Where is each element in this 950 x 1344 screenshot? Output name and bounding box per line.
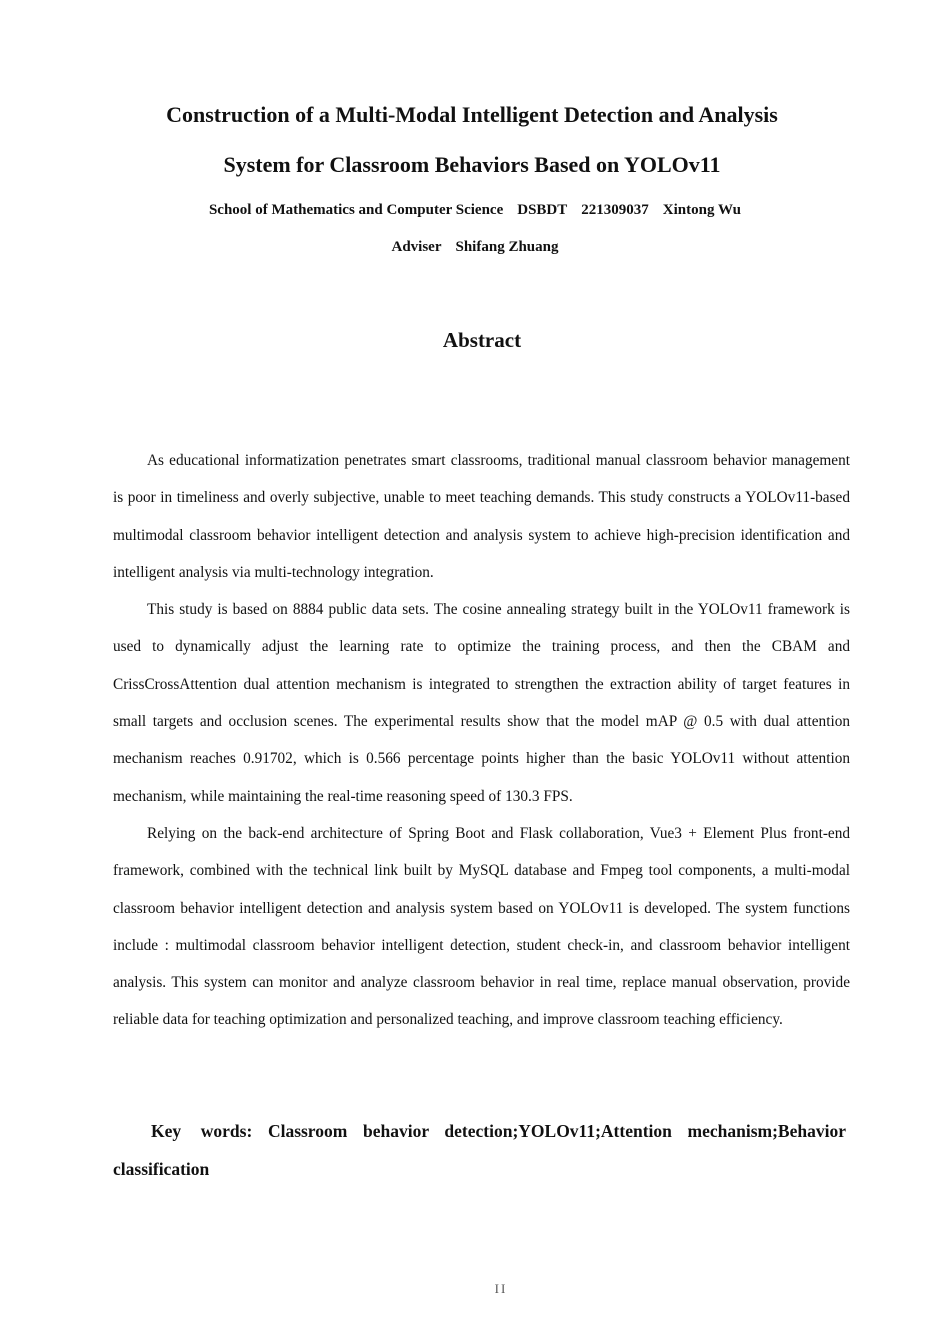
keywords-text: Classroom behavior detection;YOLOv11;Attention mechanism;Behavior classification: [113, 1121, 846, 1179]
author-name: Xintong Wu: [662, 202, 742, 218]
abstract-paragraph-3: Relying on the back-end architecture of Spring Boot and Flask collaboration, Vue3 + Element Plus front-end framework, combined with the technical link built by MySQL database and Fmpeg tool components, a multi-modal classroom behavior intelligent detection and analysis system based on YOLOv11 is developed. The system functions include : multimodal classroom behavior intelligent detection, student check-in, and classroom behavior intelligent analysis. This system can monitor and analyze classroom behavior in real time, replace manual observation, provide reliable data for teaching optimization and personalized teaching, and improve classroom teaching efficiency.: [113, 824, 850, 1029]
keywords-label: Key words:: [151, 1121, 253, 1141]
abstract-heading: Abstract: [442, 328, 522, 352]
author-line: [0, 200, 950, 220]
title-line-2: System for Classroom Behaviors Based on YOLOv11: [223, 152, 721, 177]
major-abbreviation: DSBDT: [517, 202, 568, 218]
adviser-label: Adviser: [391, 239, 442, 255]
student-id: 221309037: [581, 202, 649, 218]
abstract-paragraph-2: This study is based on 8884 public data sets. The cosine annealing strategy built in the YOLOv11 framework is used to dynamically adjust the learning rate to optimize the training process, and then the CBAM and CrissCrossAttention dual attention mechanism is integrated to strengthen the extraction ability of target features in small targets and occlusion scenes. The experimental results show that the model mAP @ 0.5 with dual attention mechanism reaches 0.91702, which is 0.566 percentage points higher than the basic YOLOv11 without attention mechanism, while maintaining the real-time reasoning speed of 130.3 FPS.: [113, 601, 850, 805]
adviser-name: Shifang Zhuang: [455, 239, 559, 255]
adviser-line: [0, 237, 950, 257]
school-name: School of Mathematics and Computer Science: [208, 202, 504, 218]
page-number: II: [494, 1281, 508, 1296]
abstract-body: [113, 442, 850, 1039]
keywords-block: [113, 1113, 846, 1188]
title-line-1: Construction of a Multi-Modal Intelligent Detection and Analysis: [166, 102, 778, 127]
abstract-paragraph-1: As educational informatization penetrates smart classrooms, traditional manual classroom behavior management is poor in timeliness and overly subjective, unable to meet teaching demands. This study constructs a YOLOv11-based multimodal classroom behavior intelligent detection and analysis system to achieve high-precision identification and intelligent analysis via multi-technology integration.: [113, 452, 850, 581]
